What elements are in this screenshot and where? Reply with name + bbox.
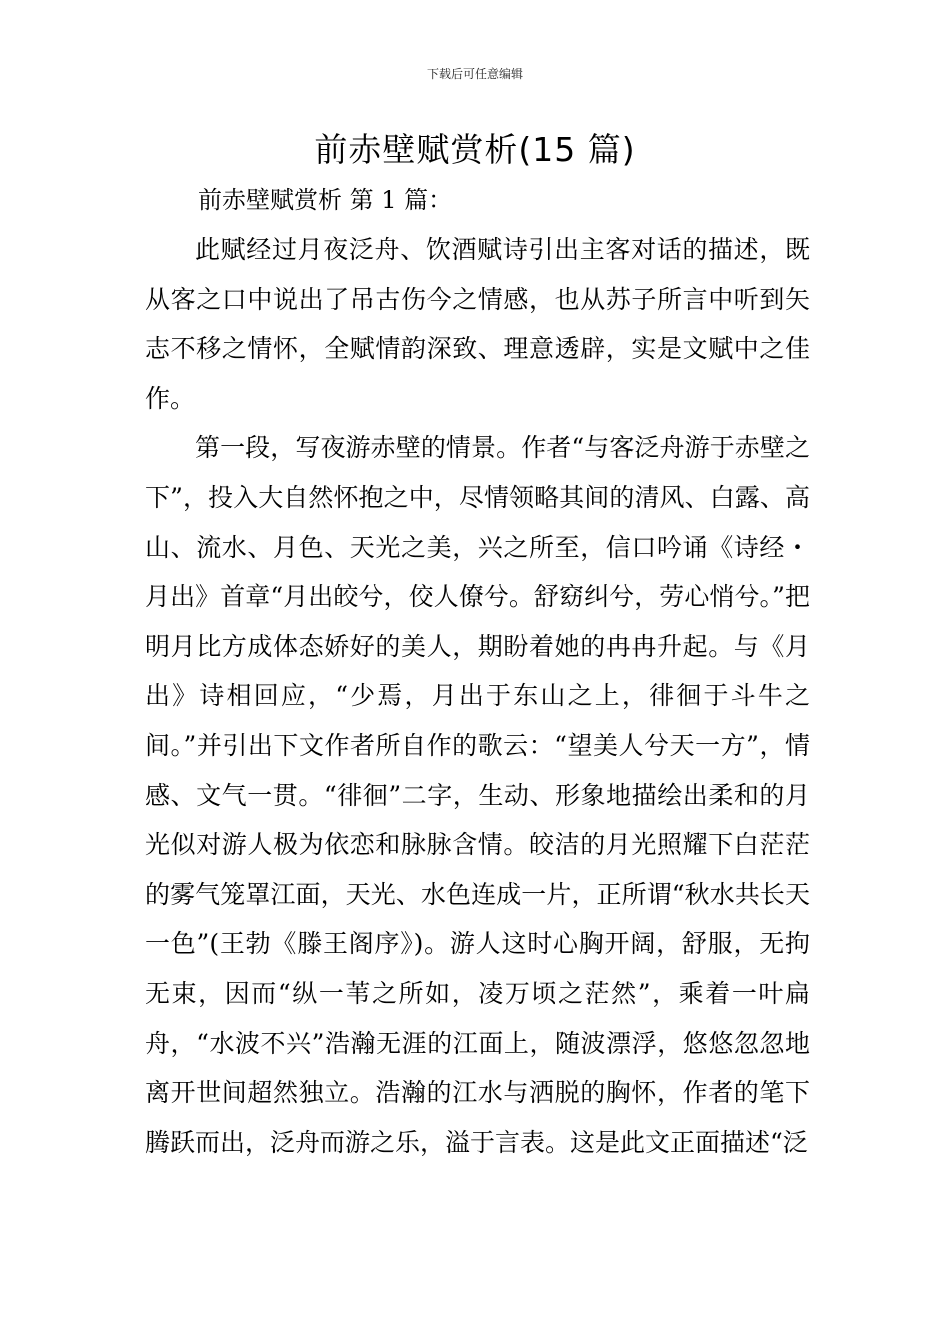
paragraph: 第一段，写夜游赤壁的情景。作者“与客泛舟游于赤壁之下”，投入大自然怀抱之中，尽情领略其间的清风、白露、高山、流水、月色、天光之美，兴之所至，信口吟诵《诗经・月出》首章“月出皎兮，佼人僚兮。舒窈纠兮，劳心悄兮。”把明月比方成体态娇好的美人，期盼着她的冉冉升起。与《月出》诗相回应，“少焉，月出于东山之上，徘徊于斗牛之间。”并引出下文作者所自作的歌云：“望美人兮天一方”，情感、文气一贯。“徘徊”二字，生动、形象地描绘出柔和的月光似对游人极为依恋和脉脉含情。皎洁的月光照耀下白茫茫的雾气笼罩江面，天光、水色连成一片，正所谓“秋水共长天一色”(王勃《滕王阁序》)。游人这时心胸开阔，舒服，无拘无束，因而“纵一苇之所如，凌万顷之茫然”，乘着一叶扁舟，“水波不兴”浩瀚无涯的江面上，随波漂浮，悠悠忽忽地离开世间超然独立。浩瀚的江水与洒脱的胸怀，作者的笔下腾跃而出，泛舟而游之乐，溢于言表。这是此文正面描述“泛 — [145, 433, 810, 1157]
paragraph: 此赋经过月夜泛舟、饮酒赋诗引出主客对话的描述，既从客之口中说出了吊古伤今之情感，也从苏子所言中听到矢志不移之情怀，全赋情韵深致、理意透辟，实是文赋中之佳作。 — [145, 235, 810, 413]
body-text — [145, 225, 810, 1167]
document-title: 前赤壁赋赏析(15 篇) — [314, 130, 636, 169]
section-subheading: 前赤壁赋赏析 第 1 篇： — [198, 186, 453, 214]
header-note: 下载后可任意编辑 — [426, 67, 523, 81]
